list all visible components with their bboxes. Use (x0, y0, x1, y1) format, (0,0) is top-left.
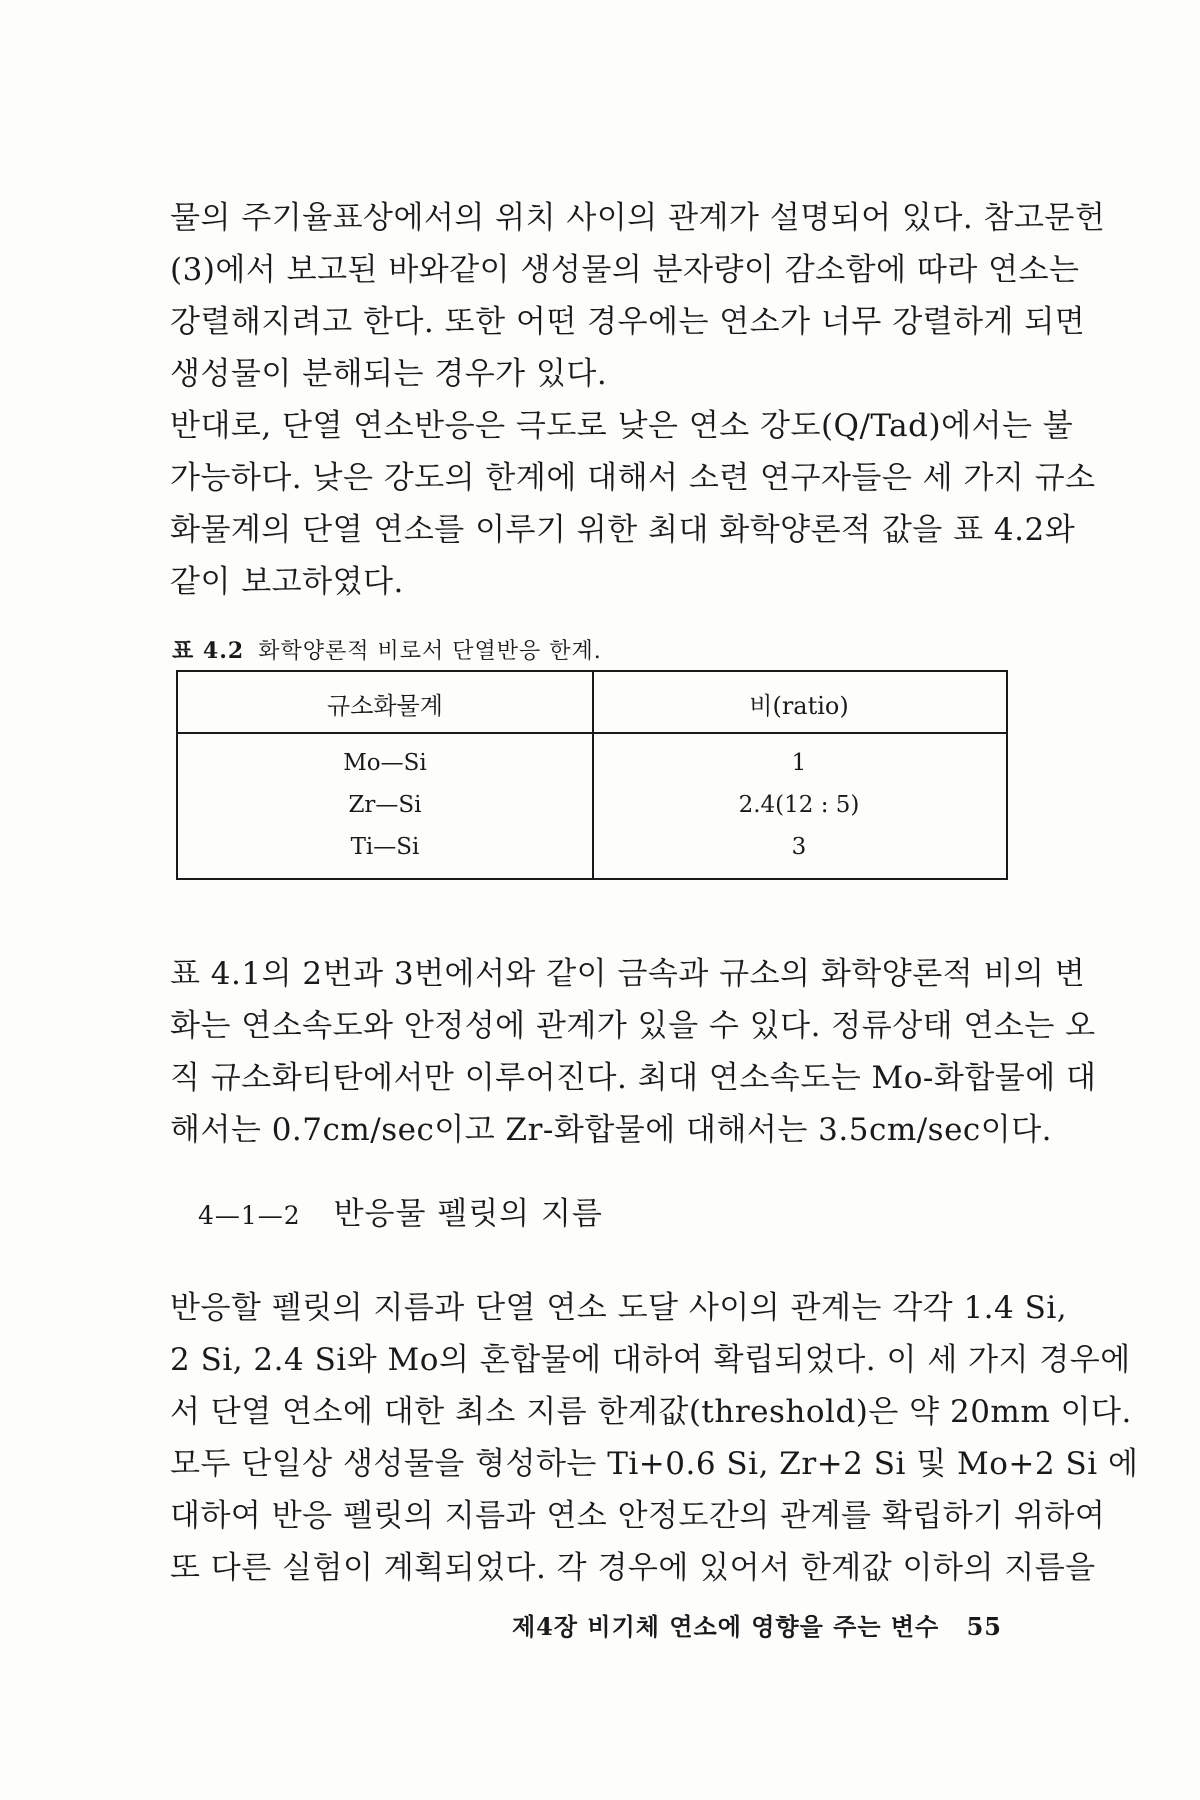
table-header-ratio: 비(ratio) (749, 692, 849, 720)
text-line: 같이 보고하였다. (170, 564, 404, 600)
page-footer (512, 1607, 1002, 1642)
table-cell-ratio: 1 (791, 750, 807, 776)
section-title: 반응물 펠릿의 지름 (333, 1196, 603, 1232)
text-line: (3)에서 보고된 바와같이 생성물의 분자량이 감소함에 따라 연소는 (170, 252, 1080, 288)
text-line: 2 Si, 2.4 Si와 Mo의 혼합물에 대하여 확립되었다. 이 세 가지 경우에 (170, 1342, 1131, 1378)
table-cell-system: Mo—Si (343, 750, 427, 776)
table-caption-label: 표 4.2 (172, 638, 245, 664)
text-line: 생성물이 분해되는 경우가 있다. (170, 356, 608, 392)
section-heading (198, 1188, 603, 1233)
text-line: 물의 주기율표상에서의 위치 사이의 관계가 설명되어 있다. 참고문헌 (170, 200, 1106, 236)
section-number: 4—1—2 (198, 1201, 301, 1230)
text-line: 가능하다. 낮은 강도의 한계에 대해서 소련 연구자들은 세 가지 규소 (170, 460, 1096, 496)
table-header-divider (178, 732, 1006, 734)
page-number: 55 (966, 1612, 1003, 1641)
text-line: 서 단열 연소에 대한 최소 지름 한계값(threshold)은 약 20mm 이다. (170, 1394, 1132, 1430)
table-caption (172, 634, 602, 665)
paragraph-1 (170, 192, 1106, 400)
text-line: 또 다른 실험이 계획되었다. 각 경우에 있어서 한계값 이하의 지름을 (170, 1550, 1096, 1586)
table-cell-ratio: 2.4(12 : 5) (738, 792, 860, 818)
chapter-title: 제4장 비기체 연소에 영향을 주는 변수 (512, 1612, 940, 1641)
text-line: 해서는 0.7cm/sec이고 Zr-화합물에 대해서는 3.5cm/sec이다. (170, 1112, 1053, 1148)
text-line: 반대로, 단열 연소반응은 극도로 낮은 연소 강도(Q/Tad)에서는 불 (170, 408, 1074, 444)
text-line: 모두 단일상 생성물을 형성하는 Ti+0.6 Si, Zr+2 Si 및 Mo+2 Si 에 (170, 1446, 1139, 1482)
table-caption-text: 화학양론적 비로서 단열반응 한계. (258, 639, 602, 664)
table-header-system: 규소화물계 (327, 692, 443, 720)
text-line: 직 규소화티탄에서만 이루어진다. 최대 연소속도는 Mo-화합물에 대 (170, 1060, 1097, 1096)
paragraph-2 (170, 400, 1096, 608)
text-line: 대하여 반응 펠릿의 지름과 연소 안정도간의 관계를 확립하기 위하여 (170, 1498, 1106, 1534)
paragraph-3 (170, 948, 1097, 1156)
paragraph-4 (170, 1282, 1139, 1594)
text-line: 표 4.1의 2번과 3번에서와 같이 금속과 규소의 화학양론적 비의 변 (170, 956, 1086, 992)
text-line: 화는 연소속도와 안정성에 관계가 있을 수 있다. 정류상태 연소는 오 (170, 1008, 1096, 1044)
text-line: 강렬해지려고 한다. 또한 어떤 경우에는 연소가 너무 강렬하게 되면 (170, 304, 1086, 340)
ratio-table (176, 670, 1008, 880)
table-cell-ratio: 3 (791, 834, 807, 860)
table-cell-system: Zr—Si (348, 792, 422, 818)
table-cell-system: Ti—Si (350, 834, 420, 860)
text-line: 화물계의 단열 연소를 이루기 위한 최대 화학양론적 값을 표 4.2와 (170, 512, 1076, 548)
text-line: 반응할 펠릿의 지름과 단열 연소 도달 사이의 관계는 각각 1.4 Si, (170, 1290, 1068, 1326)
